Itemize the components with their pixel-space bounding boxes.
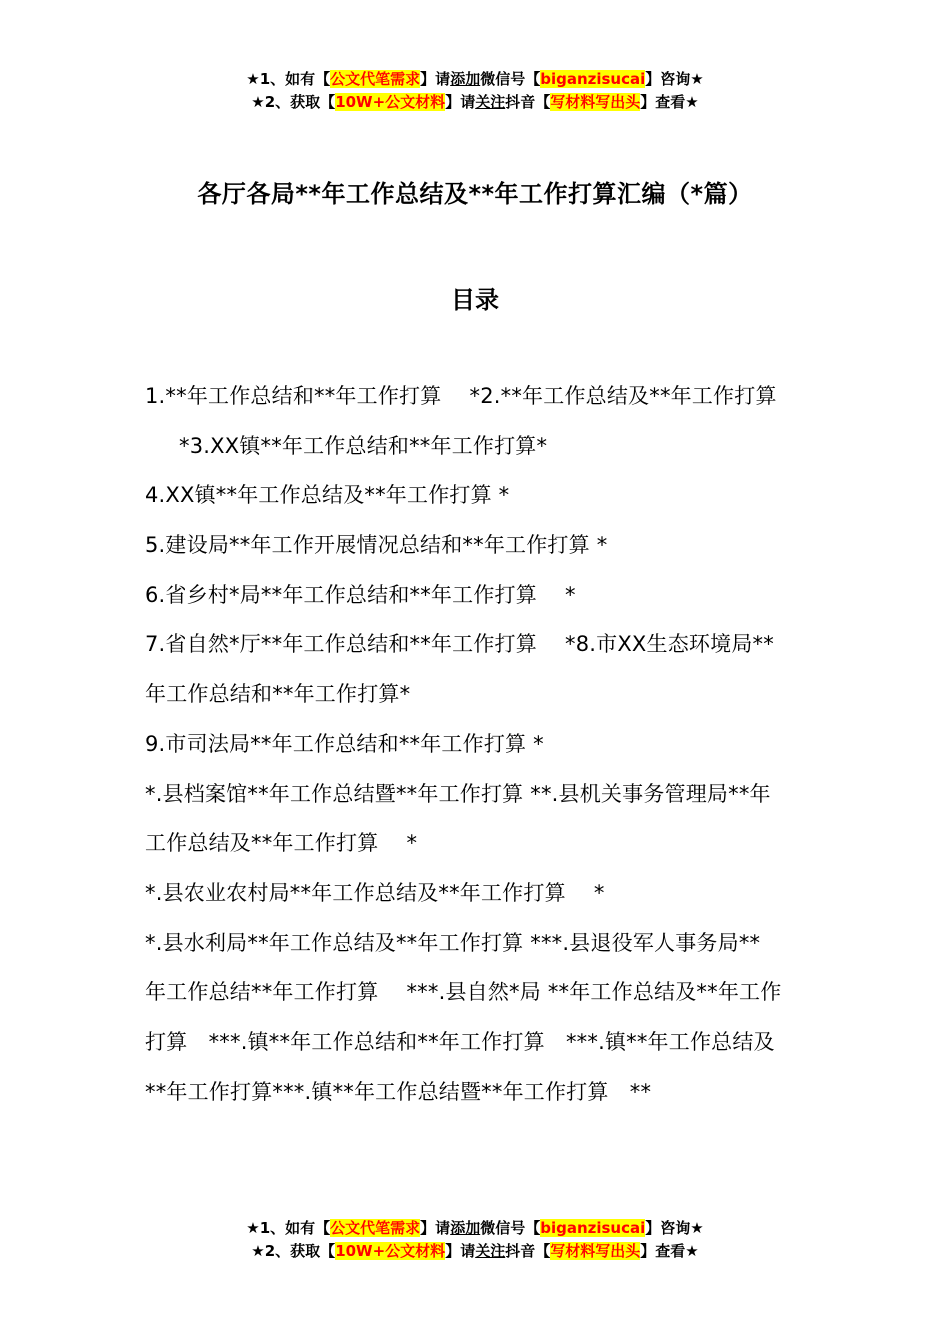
promo-highlight: biganzisucai bbox=[540, 1219, 646, 1237]
promo-footer bbox=[0, 1217, 950, 1263]
promo-highlight: 10W+公文材料 bbox=[335, 93, 446, 111]
promo-highlight: 公文代笔需求 bbox=[330, 1219, 421, 1237]
toc-line: 9.市司法局**年工作总结和**年工作打算 * bbox=[145, 731, 544, 756]
promo-underline: 添加 bbox=[450, 1219, 481, 1237]
toc-line: 7.省自然*厅**年工作总结和**年工作打算 *8.市XX生态环境局** bbox=[145, 632, 774, 657]
table-of-contents bbox=[145, 372, 810, 1117]
promo-text: ★2、获取【 bbox=[251, 93, 336, 111]
promo-text: 】请 bbox=[445, 1242, 476, 1260]
promo-highlight: 10W+公文材料 bbox=[335, 1242, 446, 1260]
promo-line-1 bbox=[0, 1217, 950, 1240]
promo-text: 抖音【 bbox=[505, 1242, 551, 1260]
promo-text: 】请 bbox=[445, 93, 476, 111]
promo-line-2 bbox=[0, 91, 950, 114]
promo-text: 】查看★ bbox=[640, 93, 699, 111]
toc-line: 4.XX镇**年工作总结及**年工作打算 * bbox=[145, 483, 510, 508]
promo-highlight: 写材料写出头 bbox=[550, 93, 641, 111]
toc-line: **年工作打算***.镇**年工作总结暨**年工作打算 ** bbox=[145, 1079, 652, 1104]
promo-text: ★1、如有【 bbox=[246, 70, 331, 88]
promo-text: ★2、获取【 bbox=[251, 1242, 336, 1260]
promo-highlight: biganzisucai bbox=[540, 70, 646, 88]
promo-highlight: 写材料写出头 bbox=[550, 1242, 641, 1260]
promo-text: 抖音【 bbox=[505, 93, 551, 111]
promo-text: 】咨询★ bbox=[645, 1219, 704, 1237]
toc-line: 工作总结及**年工作打算 * bbox=[145, 831, 418, 856]
promo-text: 微信号【 bbox=[480, 70, 541, 88]
promo-text: 】请 bbox=[420, 70, 451, 88]
toc-line: 5.建设局**年工作开展情况总结和**年工作打算 * bbox=[145, 533, 608, 558]
toc-line: 1.**年工作总结和**年工作打算 *2.**年工作总结及**年工作打算 bbox=[145, 384, 777, 408]
promo-text: 】咨询★ bbox=[645, 70, 704, 88]
promo-line-1 bbox=[0, 68, 950, 91]
promo-header bbox=[0, 68, 950, 114]
promo-line-2 bbox=[0, 1240, 950, 1263]
promo-text: 】请 bbox=[420, 1219, 451, 1237]
toc-line: *3.XX镇**年工作总结和**年工作打算* bbox=[179, 433, 548, 458]
toc-line: 6.省乡村*局**年工作总结和**年工作打算 * bbox=[145, 582, 576, 607]
promo-highlight: 公文代笔需求 bbox=[330, 70, 421, 88]
toc-line: 打算 ***.镇**年工作总结和**年工作打算 ***.镇**年工作总结及 bbox=[145, 1029, 775, 1054]
toc-line: *.县档案馆**年工作总结暨**年工作打算 **.县机关事务管理局**年 bbox=[145, 781, 771, 806]
promo-text: 微信号【 bbox=[480, 1219, 541, 1237]
promo-underline: 关注 bbox=[475, 1242, 506, 1260]
promo-underline: 关注 bbox=[475, 93, 506, 111]
toc-line: *.县农业农村局**年工作总结及**年工作打算 * bbox=[145, 880, 605, 905]
toc-line: *.县水利局**年工作总结及**年工作打算 ***.县退役军人事务局** bbox=[145, 930, 761, 955]
document-title: 各厅各局**年工作总结及**年工作打算汇编（*篇） bbox=[197, 180, 753, 208]
promo-underline: 添加 bbox=[450, 70, 481, 88]
toc-line: 年工作总结**年工作打算 ***.县自然*局 **年工作总结及**年工作 bbox=[145, 980, 782, 1005]
promo-text: 】查看★ bbox=[640, 1242, 699, 1260]
toc-heading: 目录 bbox=[451, 286, 499, 314]
toc-line: 年工作总结和**年工作打算* bbox=[145, 682, 411, 707]
promo-text: ★1、如有【 bbox=[246, 1219, 331, 1237]
